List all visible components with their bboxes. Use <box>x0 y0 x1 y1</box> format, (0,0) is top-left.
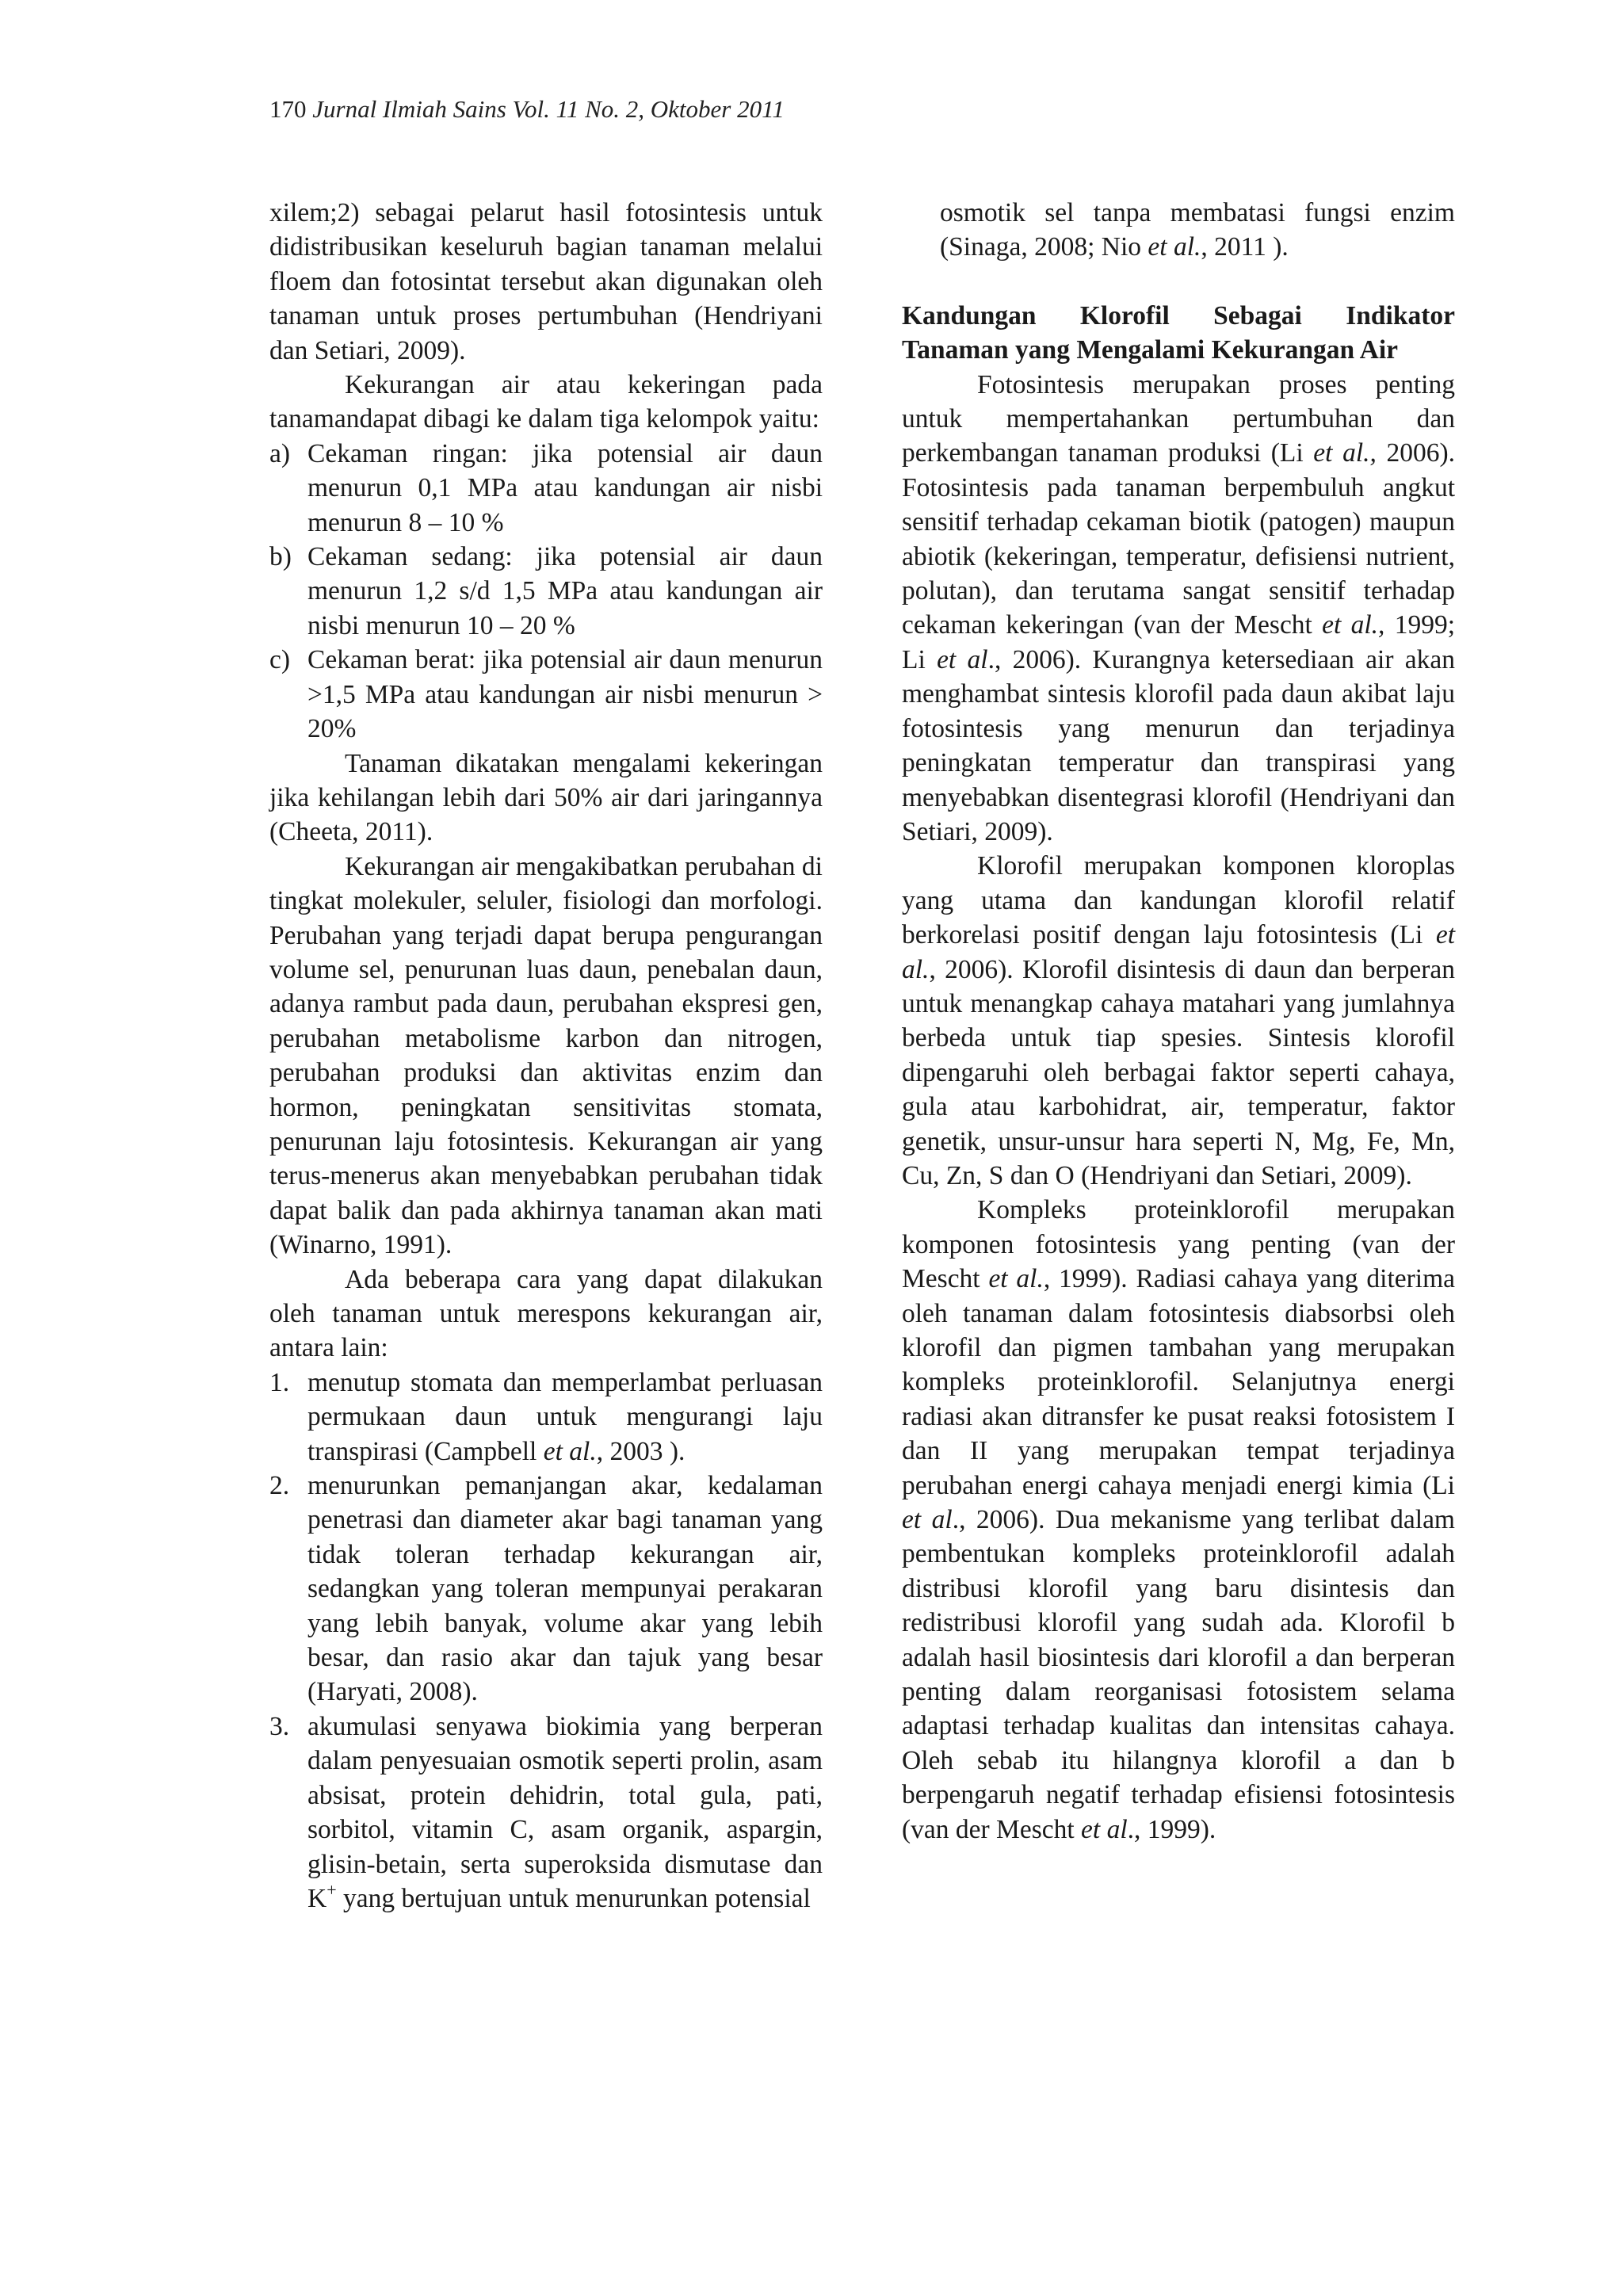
list-item <box>269 1469 823 1710</box>
section-gap <box>902 265 1455 299</box>
paragraph: Klorofil merupakan komponen kloroplas yang utama dan kandungan klorofil relatif berkorelasi positif dengan laju fotosintesis (Li et al., 2006). Klorofil disintesis di daun dan berperan untuk menangkap cahaya matahari yang jumlahnya berbeda untuk tiap spesies. Sintesis klorofil dipengaruhi oleh berbagai faktor seperti cahaya, gula atau karbohidrat, air, temperatur, faktor genetik, unsur-unsur hara seperti N, Mg, Fe, Mn, Cu, Zn, S dan O (Hendriyani dan Setiari, 2009). <box>902 851 1456 1190</box>
citation-et: et <box>543 1436 563 1466</box>
list-marker: 2. <box>269 1471 290 1501</box>
list-marker: b) <box>269 542 292 572</box>
paragraph: Fotosintesis merupakan proses penting untuk mempertahankan pertumbuhan dan perkembangan tanaman produksi (Li et al., 2006). Fotosintesis pada tanaman berpembuluh angkut sensitif terhadap cekaman biotik (patogen) maupun abiotik (kekeringan, temperatur, defisiensi nutrient, polutan), dan terutama sangat sensitif terhadap cekaman kekeringan (van der Mescht et al., 1999; Li et al., 2006). Kurangnya ketersediaan air akan menghambat sintesis klorofil pada daun akibat laju fotosintesis yang menurun dan terjadinya peningkatan temperatur dan transpirasi yang menyebabkan disentegrasi klorofil (Hendriyani dan Setiari, 2009). <box>902 369 1456 846</box>
drought-level-list <box>269 437 823 747</box>
response-list <box>269 1366 823 1916</box>
list-item <box>269 643 823 746</box>
list-item-text: Cekaman sedang: jika potensial air daun menurun 1,2 s/d 1,5 MPa atau kandungan air nisbi menurun 10 – 20 % <box>307 542 823 640</box>
citation-al: al. <box>569 1436 597 1466</box>
citation-tail: , 2003 ). <box>596 1436 685 1466</box>
list-item-text: menutup stomata dan memperlambat perluasan permukaan daun untuk mengurangi laju transpirasi (Campbell <box>307 1367 823 1466</box>
paragraph: xilem;2) sebagai pelarut hasil fotosintesis untuk didistribusikan keseluruh bagian tanaman melalui floem dan fotosintat tersebut akan digunakan oleh tanaman untuk proses pertumbuhan (Hendriyani dan Setiari, 2009). <box>269 198 823 365</box>
list-item <box>269 437 823 540</box>
list-marker: 3. <box>269 1711 290 1741</box>
list-item <box>269 1710 823 1916</box>
left-column <box>269 196 823 1916</box>
right-column <box>902 196 1455 1847</box>
paragraph: Kompleks proteinklorofil merupakan komponen fotosintesis yang penting (van der Mescht et al., 1999). Radiasi cahaya yang diterima oleh tanaman dalam fotosintesis diabsorbsi oleh klorofil dan pigmen tambahan yang merupakan kompleks proteinklorofil. Selanjutnya energi radiasi akan ditransfer ke pusat reaksi fotosistem I dan II yang merupakan tempat terjadinya perubahan energi cahaya menjadi energi kimia (Li et al., 2006). Dua mekanisme yang terlibat dalam pembentukan kompleks proteinklorofil adalah distribusi klorofil yang baru disintesis dan redistribusi klorofil yang sudah ada. Klorofil b adalah hasil biosintesis dari klorofil a dan berperan penting dalam reorganisasi fotosistem selama adaptasi terhadap kualitas dan intensitas cahaya. Oleh sebab itu hilangnya klorofil a dan b berpengaruh negatif terhadap efisiensi fotosintesis (van der Mescht et al., 1999). <box>902 1195 1456 1844</box>
superscript-plus: + <box>327 1879 337 1900</box>
paragraph: Tanaman dikatakan mengalami kekeringan jika kehilangan lebih dari 50% air dari jaringannya (Cheeta, 2011). <box>269 748 823 847</box>
list-marker: a) <box>269 438 291 468</box>
list-item-text: Cekaman ringan: jika potensial air daun menurun 0,1 MPa atau kandungan air nisbi menurun 8 – 10 % <box>307 438 823 537</box>
list-item <box>269 1366 823 1469</box>
citation-etal: et al. <box>1148 232 1201 262</box>
list-item-text: Cekaman berat: jika potensial air daun menurun >1,5 MPa atau kandungan air nisbi menurun > 20% <box>307 645 823 744</box>
continuation-text: osmotik sel tanpa membatasi fungsi enzim (Sinaga, 2008; Nio et al., 2011 ). <box>940 198 1455 262</box>
list-item-text: akumulasi senyawa biokimia yang berperan dalam penyesuaian osmotik seperti prolin, asam absisat, protein dehidrin, total gula, pati, sorbitol, vitamin C, asam organik, aspargin, glisin-betain, serta superoksida dismutase dan K <box>307 1711 823 1913</box>
list-marker: c) <box>269 645 291 675</box>
journal-title: Jurnal Ilmiah Sains Vol. 11 No. 2, Oktober 2011 <box>312 95 785 123</box>
list-item-text: menurunkan pemanjangan akar, kedalaman penetrasi dan diameter akar bagi tanaman yang tidak toleran terhadap kekurangan air, sedangkan yang toleran mempunyai perakaran yang lebih banyak, volume akar yang lebih besar, dan rasio akar dan tajuk yang besar (Haryati, 2008). <box>307 1471 823 1707</box>
list-item <box>269 540 823 643</box>
paragraph: Kekurangan air atau kekeringan pada tanamandapat dibagi ke dalam tiga kelompok yaitu: <box>269 370 823 434</box>
running-header <box>269 94 785 125</box>
paragraph: Ada beberapa cara yang dapat dilakukan oleh tanaman untuk merespons kekurangan air, antara lain: <box>269 1264 823 1363</box>
section-heading: Kandungan Klorofil Sebagai Indikator Tanaman yang Mengalami Kekurangan Air <box>902 300 1455 365</box>
list-item-tail: yang bertujuan untuk menurunkan potensial <box>336 1883 811 1913</box>
page-number: 170 <box>269 95 307 123</box>
list-marker: 1. <box>269 1367 290 1397</box>
paragraph: Kekurangan air mengakibatkan perubahan di tingkat molekuler, seluler, fisiologi dan morfologi. Perubahan yang terjadi dapat berupa pengurangan volume sel, penurunan luas daun, penebalan daun, adanya rambut pada daun, perubahan ekspresi gen, perubahan metabolisme karbon dan nitrogen, perubahan produksi dan aktivitas enzim dan hormon, peningkatan sensitivitas stomata, penurunan laju fotosintesis. Kekurangan air yang terus-menerus akan menyebabkan perubahan tidak dapat balik dan pada akhirnya tanaman akan mati (Winarno, 1991). <box>269 851 823 1260</box>
